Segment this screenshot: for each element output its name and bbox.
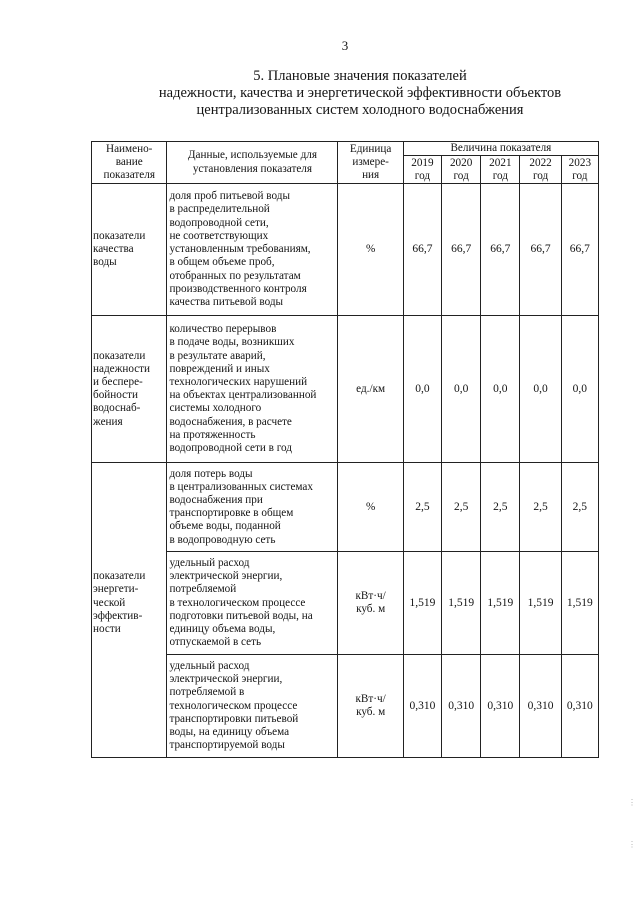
scan-mark: ⋮	[628, 840, 636, 849]
indicator-value: 66,7	[403, 184, 441, 316]
indicator-value: 0,0	[561, 316, 598, 463]
indicator-value: 66,7	[442, 184, 481, 316]
header-year: 2021 год	[481, 156, 520, 184]
indicator-value: 2,5	[561, 463, 598, 552]
header-year: 2019 год	[403, 156, 441, 184]
indicator-group-name: показатели энергети- ческой эффектив- ности	[92, 552, 167, 655]
indicator-description: удельный расход электрической энергии, потребляемой в технологическом процессе транспортировки питьевой воды, на единицу объема транспортируемой воды	[167, 655, 338, 758]
indicator-value: 1,519	[442, 552, 481, 655]
indicator-value: 0,310	[403, 655, 441, 758]
indicator-value: 2,5	[442, 463, 481, 552]
indicator-value: 0,310	[481, 655, 520, 758]
header-unit: Единица измере- ния	[338, 142, 403, 184]
indicator-unit: %	[338, 463, 403, 552]
table-row	[92, 552, 599, 655]
indicator-unit: ед./км	[338, 316, 403, 463]
indicator-value: 2,5	[520, 463, 561, 552]
indicator-unit: %	[338, 184, 403, 316]
indicator-value: 1,519	[403, 552, 441, 655]
table-row	[92, 184, 599, 316]
indicator-value: 0,310	[520, 655, 561, 758]
indicator-value: 66,7	[481, 184, 520, 316]
indicator-value: 2,5	[481, 463, 520, 552]
indicator-value: 66,7	[520, 184, 561, 316]
indicator-value: 0,310	[561, 655, 598, 758]
indicator-value: 1,519	[561, 552, 598, 655]
indicator-unit: кВт·ч/ куб. м	[338, 552, 403, 655]
indicators-table	[91, 141, 599, 758]
indicator-value: 0,0	[481, 316, 520, 463]
header-year: 2023 год	[561, 156, 598, 184]
table-row	[92, 463, 599, 552]
indicator-unit: кВт·ч/ куб. м	[338, 655, 403, 758]
indicator-value: 2,5	[403, 463, 441, 552]
indicator-value: 66,7	[561, 184, 598, 316]
title-line-3: централизованных систем холодного водоснабжения	[196, 102, 524, 118]
header-indicator-value: Величина показателя	[403, 142, 598, 156]
indicator-value: 0,0	[442, 316, 481, 463]
indicator-value: 0,0	[403, 316, 441, 463]
table-row	[92, 316, 599, 463]
indicator-description: доля потерь воды в централизованных системах водоснабжения при транспортировке в общем объеме воды, поданной в водопроводную сеть	[167, 463, 338, 552]
indicator-value: 1,519	[481, 552, 520, 655]
indicator-description: удельный расход электрической энергии, потребляемой в технологическом процессе подготовки питьевой воды, на единицу объема воды, отпускаемой в сеть	[167, 552, 338, 655]
header-indicator-name: Наимено- вание показателя	[92, 142, 167, 184]
indicator-group-name: показатели качества воды	[92, 184, 167, 316]
table-row	[92, 655, 599, 758]
indicator-group-name: показатели надежности и беспере- бойности водоснаб- жения	[92, 316, 167, 463]
indicator-value: 0,310	[442, 655, 481, 758]
page-title	[60, 68, 640, 119]
page-number: 3	[341, 38, 349, 53]
title-line-1: 5. Плановые значения показателей	[253, 68, 467, 84]
indicator-description: доля проб питьевой воды в распределительной водопроводной сети, не соответствующих установленным требованиям, в общем объеме проб, отобранных по результатам производственного контроля качества питьевой воды	[167, 184, 338, 316]
header-year: 2022 год	[520, 156, 561, 184]
title-line-2: надежности, качества и энергетической эффективности объектов	[158, 85, 562, 101]
indicator-value: 0,0	[520, 316, 561, 463]
indicator-description: количество перерывов в подаче воды, возникших в результате аварий, повреждений и иных технологических нарушений на объектах централизованной системы холодного водоснабжения, в расчете на протяженность водопроводной сети в год	[167, 316, 338, 463]
indicator-value: 1,519	[520, 552, 561, 655]
header-data-used: Данные, используемые для установления показателя	[167, 142, 338, 184]
scan-mark: ⋮	[628, 798, 636, 807]
header-year: 2020 год	[442, 156, 481, 184]
